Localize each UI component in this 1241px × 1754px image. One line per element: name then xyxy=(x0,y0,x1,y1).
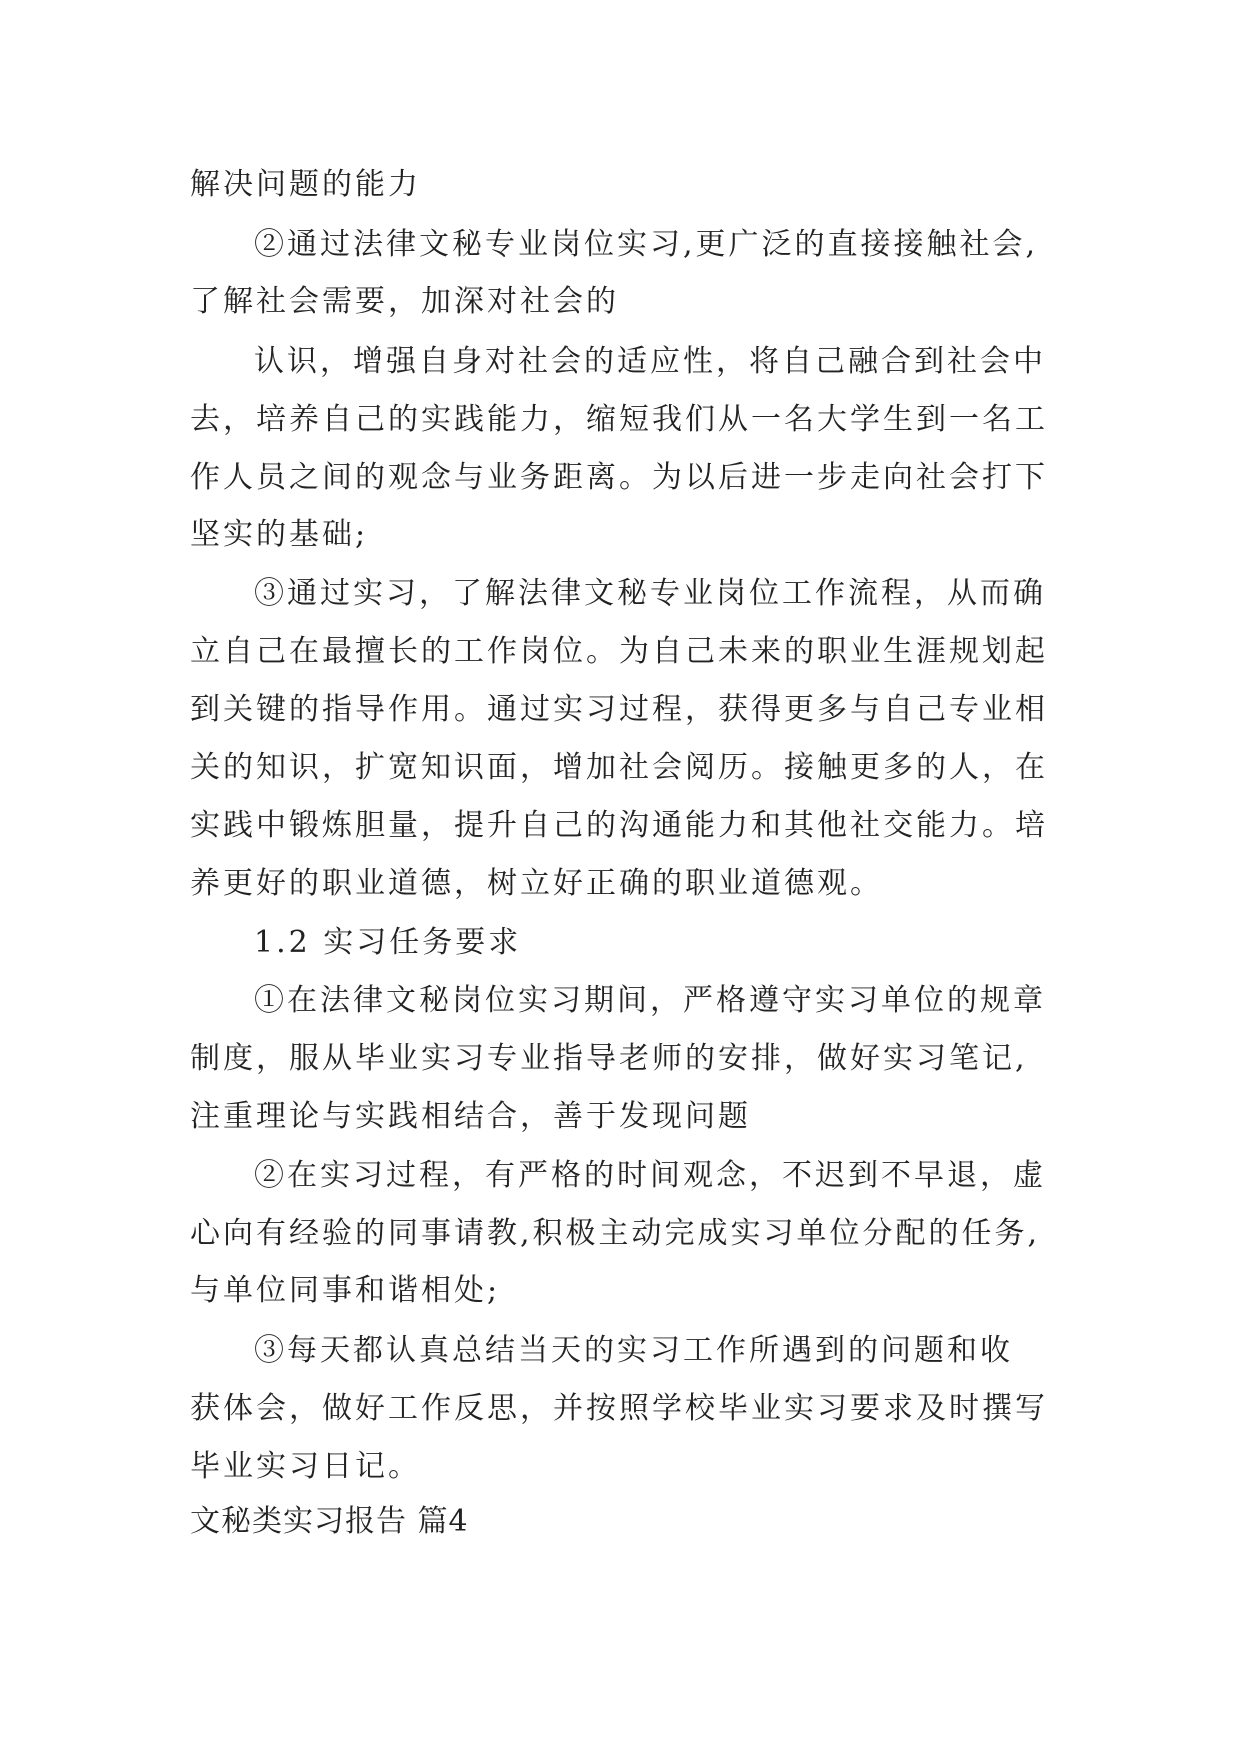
text-line: 坚实的基础; xyxy=(190,517,369,552)
text-line: 到关键的指导作用。通过实习过程，获得更多与自己专业相 xyxy=(190,692,1048,727)
text-line: 与单位同事和谐相处; xyxy=(190,1273,501,1308)
text-line: 养更好的职业道德，树立好正确的职业道德观。 xyxy=(190,866,883,901)
text-line: 关的知识，扩宽知识面，增加社会阅历。接触更多的人，在 xyxy=(190,750,1048,785)
section-heading: 1.2 实习任务要求 xyxy=(254,925,522,960)
text-line: 毕业实习日记。 xyxy=(190,1449,421,1484)
report-title: 文秘类实习报告 篇4 xyxy=(190,1504,469,1539)
text-line: ①在法律文秘岗位实习期间，严格遵守实习单位的规章 xyxy=(254,983,1046,1018)
text-line: 解决问题的能力 xyxy=(190,167,421,202)
text-line: 了解社会需要，加深对社会的 xyxy=(190,284,619,319)
text-line: 获体会，做好工作反思，并按照学校毕业实习要求及时撰写 xyxy=(190,1391,1048,1426)
text-line: 认识，增强自身对社会的适应性，将自己融合到社会中 xyxy=(254,344,1046,379)
text-line: 去，培养自己的实践能力，缩短我们从一名大学生到一名工 xyxy=(190,402,1048,437)
text-line: 心向有经验的同事请教,积极主动完成实习单位分配的任务, xyxy=(190,1216,1041,1251)
text-line: 立自己在最擅长的工作岗位。为自己未来的职业生涯规划起 xyxy=(190,634,1048,669)
text-line: ③每天都认真总结当天的实习工作所遇到的问题和收 xyxy=(254,1333,1013,1368)
text-line: 作人员之间的观念与业务距离。为以后进一步走向社会打下 xyxy=(190,460,1048,495)
text-line: 实践中锻炼胆量，提升自己的沟通能力和其他社交能力。培 xyxy=(190,808,1048,843)
text-line: 注重理论与实践相结合，善于发现问题 xyxy=(190,1099,751,1134)
text-line: 制度，服从毕业实习专业指导老师的安排，做好实习笔记, xyxy=(190,1041,1028,1076)
text-line: ③通过实习，了解法律文秘专业岗位工作流程，从而确 xyxy=(254,576,1046,611)
text-line: ②通过法律文秘专业岗位实习,更广泛的直接接触社会, xyxy=(254,227,1039,262)
text-line: ②在实习过程，有严格的时间观念，不迟到不早退，虚 xyxy=(254,1158,1046,1193)
